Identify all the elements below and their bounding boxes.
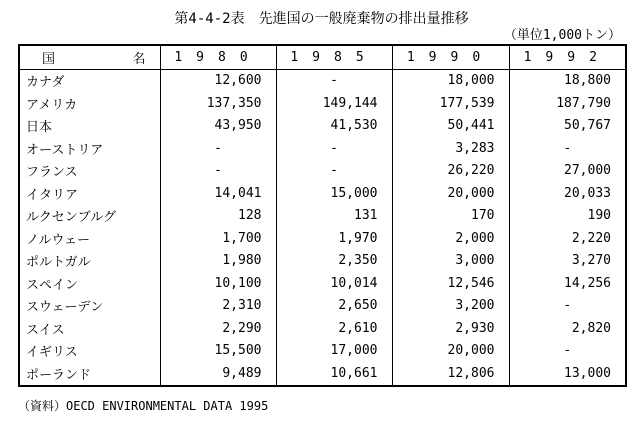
- value-cell-1980: -: [160, 137, 276, 160]
- value-cell-1980: 1,980: [160, 250, 276, 273]
- value-cell-1980: -: [160, 160, 276, 183]
- country-name: ノルウェー: [26, 232, 90, 248]
- source-note: （資料）OECD ENVIRONMENTAL DATA 1995: [18, 399, 269, 413]
- table-row: [19, 250, 626, 273]
- value-cell-1980: 2,290: [160, 317, 276, 340]
- table-row: [19, 205, 626, 228]
- value-cell-1992: -: [509, 340, 626, 363]
- table-row: [19, 362, 626, 386]
- table-row: [19, 317, 626, 340]
- country-name: アメリカ: [26, 97, 78, 113]
- value-cell-1980: 10,100: [160, 272, 276, 295]
- value-cell-1980: 14,041: [160, 182, 276, 205]
- value-cell-1985: 10,014: [276, 272, 392, 295]
- header-country: [19, 45, 160, 69]
- value-cell-1990: 12,546: [392, 272, 509, 295]
- country-name: スペイン: [26, 277, 79, 293]
- value-cell-1985: 2,610: [276, 317, 392, 340]
- table-title: 第4-4-2表 先進国の一般廃棄物の排出量推移: [174, 11, 469, 27]
- value-cell-1985: 10,661: [276, 362, 392, 386]
- value-cell-1985: 41,530: [276, 115, 392, 138]
- country-name: 日本: [26, 120, 53, 136]
- value-cell-1990: 3,283: [392, 137, 509, 160]
- header-year-1990: 1990: [392, 45, 509, 69]
- value-cell-1985: 149,144: [276, 92, 392, 115]
- value-cell-1985: -: [276, 160, 392, 183]
- country-name: カナダ: [26, 75, 65, 91]
- value-cell-1980: 128: [160, 205, 276, 228]
- value-cell-1985: 1,970: [276, 227, 392, 250]
- country-name: イタリア: [26, 187, 79, 203]
- value-cell-1990: 50,441: [392, 115, 509, 138]
- header-country-right: 名: [132, 51, 146, 67]
- value-cell-1992: 3,270: [509, 250, 626, 273]
- value-cell-1992: 190: [509, 205, 626, 228]
- country-name: イギリス: [26, 345, 78, 361]
- value-cell-1980: 15,500: [160, 340, 276, 363]
- country-name: オーストリア: [26, 142, 104, 158]
- value-cell-1992: 18,800: [509, 69, 626, 92]
- value-cell-1980: 9,489: [160, 362, 276, 386]
- value-cell-1985: 2,350: [276, 250, 392, 273]
- table-row: [19, 182, 626, 205]
- table-row: [19, 272, 626, 295]
- value-cell-1990: 2,000: [392, 227, 509, 250]
- value-cell-1990: 20,000: [392, 182, 509, 205]
- table-row: [19, 137, 626, 160]
- value-cell-1980: 137,350: [160, 92, 276, 115]
- table-row: [19, 92, 626, 115]
- value-cell-1980: 12,600: [160, 69, 276, 92]
- value-cell-1980: 43,950: [160, 115, 276, 138]
- value-cell-1990: 26,220: [392, 160, 509, 183]
- value-cell-1985: -: [276, 137, 392, 160]
- header-country-left: 国: [42, 51, 56, 67]
- country-name: ルクセンブルグ: [26, 210, 116, 226]
- value-cell-1992: 187,790: [509, 92, 626, 115]
- table-row: [19, 295, 626, 318]
- header-year-1985: 1985: [276, 45, 392, 69]
- country-name: ポルトガル: [26, 255, 91, 271]
- value-cell-1992: 2,220: [509, 227, 626, 250]
- value-cell-1990: 3,000: [392, 250, 509, 273]
- country-name: フランス: [26, 165, 78, 181]
- value-cell-1992: 2,820: [509, 317, 626, 340]
- value-cell-1990: 18,000: [392, 69, 509, 92]
- header-year-1992: 1992: [509, 45, 626, 69]
- table-row: [19, 227, 626, 250]
- value-cell-1992: -: [509, 137, 626, 160]
- value-cell-1985: 15,000: [276, 182, 392, 205]
- country-name: スイス: [26, 322, 65, 338]
- value-cell-1992: 20,033: [509, 182, 626, 205]
- value-cell-1990: 177,539: [392, 92, 509, 115]
- value-cell-1990: 3,200: [392, 295, 509, 318]
- value-cell-1990: 2,930: [392, 317, 509, 340]
- value-cell-1992: 14,256: [509, 272, 626, 295]
- value-cell-1980: 2,310: [160, 295, 276, 318]
- unit-label: （単位1,000トン）: [503, 28, 621, 43]
- value-cell-1985: 131: [276, 205, 392, 228]
- value-cell-1980: 1,700: [160, 227, 276, 250]
- value-cell-1992: 27,000: [509, 160, 626, 183]
- value-cell-1992: -: [509, 295, 626, 318]
- country-name: スウェーデン: [26, 300, 104, 316]
- value-cell-1990: 20,000: [392, 340, 509, 363]
- value-cell-1985: 17,000: [276, 340, 392, 363]
- value-cell-1985: -: [276, 69, 392, 92]
- table-row: [19, 69, 626, 92]
- header-row: [19, 45, 626, 69]
- table-row: [19, 160, 626, 183]
- value-cell-1990: 170: [392, 205, 509, 228]
- value-cell-1990: 12,806: [392, 362, 509, 386]
- table-row: [19, 340, 626, 363]
- value-cell-1992: 13,000: [509, 362, 626, 386]
- country-name: ポーランド: [26, 367, 92, 383]
- header-year-1980: 1980: [160, 45, 276, 69]
- waste-table: [18, 44, 627, 387]
- table-row: [19, 115, 626, 138]
- value-cell-1985: 2,650: [276, 295, 392, 318]
- value-cell-1992: 50,767: [509, 115, 626, 138]
